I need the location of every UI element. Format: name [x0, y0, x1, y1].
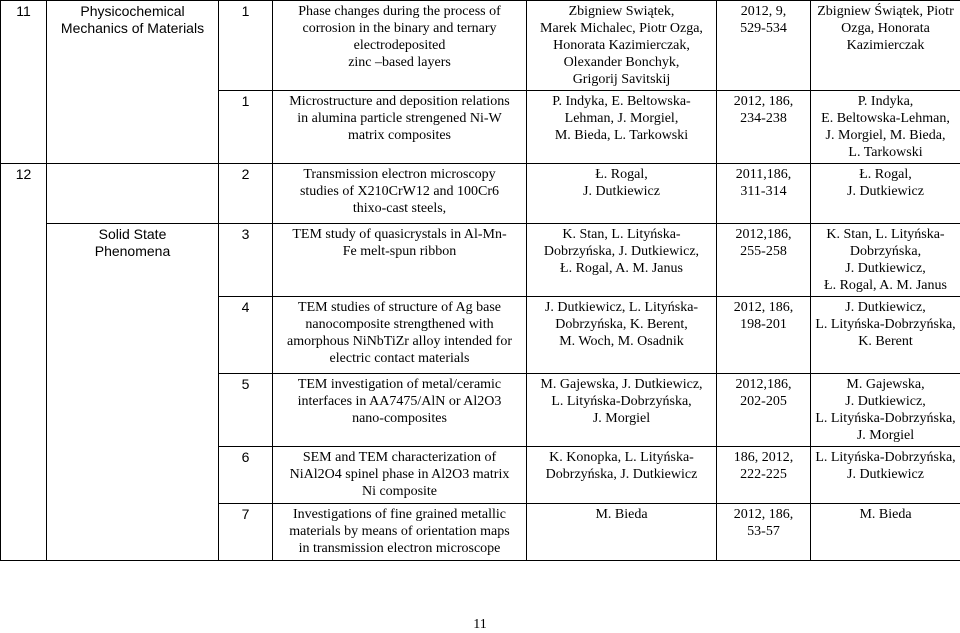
paper-reference: 2011,186, 311-314: [717, 164, 811, 224]
paper-coauthors: J. Dutkiewicz, L. Lityńska-Dobrzyńska, K. Berent: [811, 297, 960, 374]
paper-title: SEM and TEM characterization of NiAl2O4 spinel phase in Al2O3 matrix Ni composite: [273, 447, 527, 504]
paper-coauthors: M. Gajewska, J. Dutkiewicz, L. Lityńska-Dobrzyńska, J. Morgiel: [811, 374, 960, 447]
paper-title: Transmission electron microscopy studies of X210CrW12 and 100Cr6 thixo-cast steels,: [273, 164, 527, 224]
paper-coauthors: P. Indyka, E. Beltowska-Lehman, J. Morgiel, M. Bieda, L. Tarkowski: [811, 91, 960, 164]
paper-title: Phase changes during the process of corrosion in the binary and ternary electrodeposited zinc –based layers: [273, 1, 527, 91]
paper-coauthors: K. Stan, L. Lityńska- Dobrzyńska, J. Dutkiewicz, Ł. Rogal, A. M. Janus: [811, 224, 960, 297]
paper-reference: 2012, 186, 198-201: [717, 297, 811, 374]
paper-authors: M. Bieda: [527, 504, 717, 561]
row-index: 2: [219, 164, 273, 224]
paper-reference: 2012, 9, 529-534: [717, 1, 811, 91]
paper-reference: 2012,186, 255-258: [717, 224, 811, 297]
paper-title: TEM studies of structure of Ag base nanocomposite strengthened with amorphous NiNbTiZr alloy intended for electric contact materials: [273, 297, 527, 374]
paper-reference: 186, 2012, 222-225: [717, 447, 811, 504]
row-index: 4: [219, 297, 273, 374]
paper-coauthors: Ł. Rogal, J. Dutkiewicz: [811, 164, 960, 224]
paper-authors: K. Stan, L. Lityńska- Dobrzyńska, J. Dutkiewicz, Ł. Rogal, A. M. Janus: [527, 224, 717, 297]
row-index: 1: [219, 91, 273, 164]
paper-coauthors: Zbigniew Świątek, Piotr Ozga, Honorata Kazimierczak: [811, 1, 960, 91]
paper-title: TEM investigation of metal/ceramic interfaces in AA7475/AlN or Al2O3 nano-composites: [273, 374, 527, 447]
section-title: Solid State Phenomena: [47, 224, 219, 561]
paper-coauthors: L. Lityńska-Dobrzyńska, J. Dutkiewicz: [811, 447, 960, 504]
section-number: 11: [1, 1, 47, 164]
row-index: 1: [219, 1, 273, 91]
table-row: [1, 224, 960, 297]
paper-authors: J. Dutkiewicz, L. Lityńska- Dobrzyńska, K. Berent, M. Woch, M. Osadnik: [527, 297, 717, 374]
paper-coauthors: M. Bieda: [811, 504, 960, 561]
paper-reference: 2012,186, 202-205: [717, 374, 811, 447]
paper-authors: M. Gajewska, J. Dutkiewicz, L. Lityńska-Dobrzyńska, J. Morgiel: [527, 374, 717, 447]
paper-authors: Zbigniew Swiątek, Marek Michalec, Piotr Ozga, Honorata Kazimierczak, Olexander Bonchyk, Grigorij Savitskij: [527, 1, 717, 91]
table-row: [1, 1, 960, 91]
paper-reference: 2012, 186, 53-57: [717, 504, 811, 561]
row-index: 3: [219, 224, 273, 297]
paper-authors: P. Indyka, E. Beltowska- Lehman, J. Morgiel, M. Bieda, L. Tarkowski: [527, 91, 717, 164]
section-number: 12: [1, 164, 47, 561]
paper-reference: 2012, 186, 234-238: [717, 91, 811, 164]
page-number: 11: [0, 617, 960, 633]
paper-title: Investigations of fine grained metallic materials by means of orientation maps in transmission electron microscope: [273, 504, 527, 561]
section-title: Physicochemical Mechanics of Materials: [47, 1, 219, 164]
paper-authors: K. Konopka, L. Lityńska- Dobrzyńska, J. Dutkiewicz: [527, 447, 717, 504]
row-index: 7: [219, 504, 273, 561]
section-spacer: [47, 164, 219, 224]
table-row: [1, 164, 960, 224]
row-index: 6: [219, 447, 273, 504]
paper-title: TEM study of quasicrystals in Al-Mn- Fe melt-spun ribbon: [273, 224, 527, 297]
row-index: 5: [219, 374, 273, 447]
paper-authors: Ł. Rogal, J. Dutkiewicz: [527, 164, 717, 224]
paper-title: Microstructure and deposition relations in alumina particle strengened Ni-W matrix composites: [273, 91, 527, 164]
